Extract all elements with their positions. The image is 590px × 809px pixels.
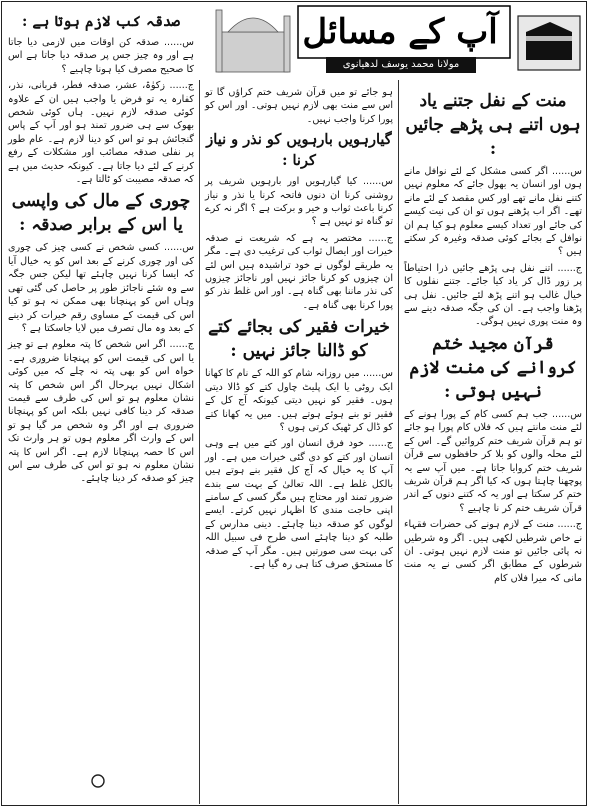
heading-chori-ka-maal: چوری کے مال کی واپسی یا اس کے برابر صدقہ :: [11, 191, 191, 236]
masthead-author: مولانا محمد یوسف لدھیانوی: [326, 57, 476, 73]
heading-khairat-kutte: خیرات فقیر کی بجائے کتے کو ڈالنا جائز نہیں :: [208, 317, 390, 362]
heading-quran-khatm: قرآن مجید ختم کروانے کی منت لازم نہیں ہوتی :: [409, 333, 577, 402]
masthead-title: آپ کے مسائل: [302, 12, 498, 52]
heading-sadqa-kab-lazim: صدقہ کب لازم ہوتا ہے :: [21, 13, 181, 30]
answer-text: ج...... خود فرق انسان اور کتے میں ہے وہی انسان اور کتے کو دی گئی خیرات میں ہے۔ اور آپ کا یہ خیال کہ آج کل فقیر بنے ہوتے ہیں بالکل غلط ہے۔ اللہ تعالیٰ کے بہت سے بندے ضرور تمند اور محتاج ہیں مگر کسی کے سامنے اپنی حاجت مندی کا اظہار نہیں کرتے۔ ایسے لوگوں کو صدقہ دینا چاہئے۔ دینی مدارس کے طلبہ کو دینا چاہئے اسی طرح فی سبیل اللہ کی بہت سی صورتیں ہیں۔ مگر آپ کے صدقہ کا مستحق صرف کتا ہی رہ گیا ہے۔: [205, 438, 393, 570]
question-text: س...... میں روزانہ شام کو اللہ کے نام کا کھانا ایک روٹی یا ایک پلیٹ چاول کتے کو ڈالا دیتی ہوں۔ فقیر کو نہیں دیتی کیونکہ آج کل کے فقیر تو بنے ہوئے ہوتے ہیں۔ میں یہ کھانا کتے کو ڈال کر ٹھیک کرتی ہوں ؟: [205, 368, 393, 433]
heading-gyarhwin: گیارہویں بارہویں کو نذر و نیاز کرنا :: [206, 131, 392, 170]
answer-text: ج...... زکوٰۃ، عشر، صدقہ فطر، قربانی، نذر، کفارہ یہ تو فرض یا واجب ہیں ان کے علاوہ کوئی صدقہ لازم نہیں۔ ہاں کوئی شخص بھوک سے ہی ضرور تمند ہو اور آپ کے پاس گنجائش ہو تو اس کو دینا لازم ہے۔ عام طور پر نفلی صدقہ مصائب اور مشکلات کے رفع کرنے کے لئے دیا جاتا ہے۔ کیونکہ حدیث میں ہے کہ صدقہ مصیبت کو ٹالتا ہے۔: [8, 80, 194, 186]
column-right: [404, 86, 582, 804]
answer-text: ج...... مختصر یہ ہے کہ شریعت نے صدقہ خیرات اور ایصال ثواب کی ترغیب دی ہے۔ مگر یہ طریقے لوگوں نے خود تراشیدہ ہیں اس لئے ان چیزوں کو کرنا جائز نہیں اور ناجائز چیزوں کی نذر ماننا بھی گناہ ہے۔ اور اس غلط نذر کو پورا کرنا بھی گناہ ہے۔: [205, 232, 393, 311]
column-divider-right: [398, 80, 399, 804]
continued-text: ہو جائے تو میں قرآن شریف ختم کراؤں گا تو اس سے منت بھی لازم نہیں ہوتی۔ اور اس کو پورا کرنا واجب نہیں۔: [205, 87, 393, 125]
question-text: س...... اگر کسی مشکل کے لئے نوافل مانے ہوں اور انسان یہ بھول جائے کہ معلوم نہیں کتنے نفل مانے تھے اور کس مقصد کے لئے مانے تھے۔ اگر اب پڑھنے ہوں تو ان کی نیت کیسے کی جائے اور تعداد کیسے معلوم ہو کیا ہم ان نوافل کے بجائے کوئی صدقہ وغیرہ کر سکتے ہیں ؟: [404, 166, 582, 258]
answer-text: ج...... اتنے نفل ہی پڑھے جائیں ذرا احتیاطاً پر زور ڈال کر یاد کیا جائے۔ جتنے نفلوں کا خیال غالب ہو اتنے پڑھ لئے جائیں۔ نفل ہی پڑھنا واجب ہے۔ ان کی جگہ صدقہ دینے سے وہ منت پوری نہیں ہوگی۔: [404, 262, 582, 328]
question-text: س...... صدقہ کن اوقات میں لازمی دیا جاتا ہے اور وہ چیز جس پر صدقہ دیا جاتا ہے اس کا صحیح مصرف کیا ہونا چاہیے ؟: [8, 37, 194, 75]
question-text: س...... کسی شخص نے کسی چیز کی چوری کی اور چوری کرنے کے بعد اس کو یہ خیال آیا کہ ایسا کرنا نہیں چاہئے تھا لیکن جس جگہ سے وہ شئے ناجائز طور پر حاصل کی گئی تھی وہاں اس کو پہنچانا بھی ممکن نہ ہو تو کیا اس کی قیمت کے مساوی رقم خیرات کر دینے کے بعد وہ مال تصرف میں لایا جاسکتا ہے ؟: [8, 242, 194, 334]
column-left: [8, 8, 194, 804]
question-text: س...... جب ہم کسی کام کے پورا ہونے کے لئے منت مانتے ہیں کہ فلاں کام پورا ہو جائے تو ہم قرآن شریف ختم کروائیں گے۔ اس کے لئے محلہ والوں کو بلا کر حافظوں سے قرآن شریف ختم کروایا جاتا ہے۔ میں آپ سے یہ پوچھنا چاہتا ہوں کہ کیا اگر ہم قرآن شریف ختم کر سکتا ہے اور یہ کہ کتنے دنوں کے اندر قرآن شریف ختم کر نا چاہیے ؟: [404, 408, 582, 514]
column-divider-left: [199, 80, 200, 804]
heading-mannat-ke-nafl: منت کے نفل جتنے یاد ہوں اتنے ہی پڑھے جائیں :: [405, 91, 581, 159]
masthead: [214, 2, 588, 78]
answer-text: ج...... منت کے لازم ہونے کی حضرات فقہاء نے خاص شرطیں لکھی ہیں۔ اگر وہ شرطیں نہ پائی جائیں تو منت لازم نہیں ہوتی۔ ان شرطوں کے مطابق اگر کسی نے یہ منت مانی کہ میرا فلاں کام: [404, 519, 582, 584]
answer-text: ج...... اگر اس شخص کا پتہ معلوم ہے تو چیز یا اس کی قیمت اس کو پہنچانا ضروری ہے۔ خواہ اس کو بھی پتہ نہ چلے کہ میں کوئی اشکال نہیں بہرحال اگر اس شخص کا پتہ نشان معلوم ہو تو اس کی طرف سے قیمت صدقہ کر دینا کافی نہیں بلکہ اس کو پہنچانا ضروری ہے اور اگر وہ شخص مر گیا ہو تو اس کے وارث اگر معلوم ہوں تو ہر وارث تک اس کا حصہ پہنچانا لازم ہے۔ اگر اس کا پتہ نشان معلوم نہ ہو تو اس کی طرف سے اس چیز کو صدقہ کر دینا چاہئے۔: [8, 339, 194, 485]
ornament-icon: [90, 770, 106, 790]
column-middle: [205, 86, 393, 804]
question-text: س...... کیا گیارہویں اور بارہویں شریف پر روشنی کرنا ان دنوں فاتحہ کرنا یا نذر و نیاز کرنا باعث ثواب و خیر و برکت ہے ؟ اگر نہ کرے تو گناہ تو نہیں ہے ؟: [205, 176, 393, 228]
